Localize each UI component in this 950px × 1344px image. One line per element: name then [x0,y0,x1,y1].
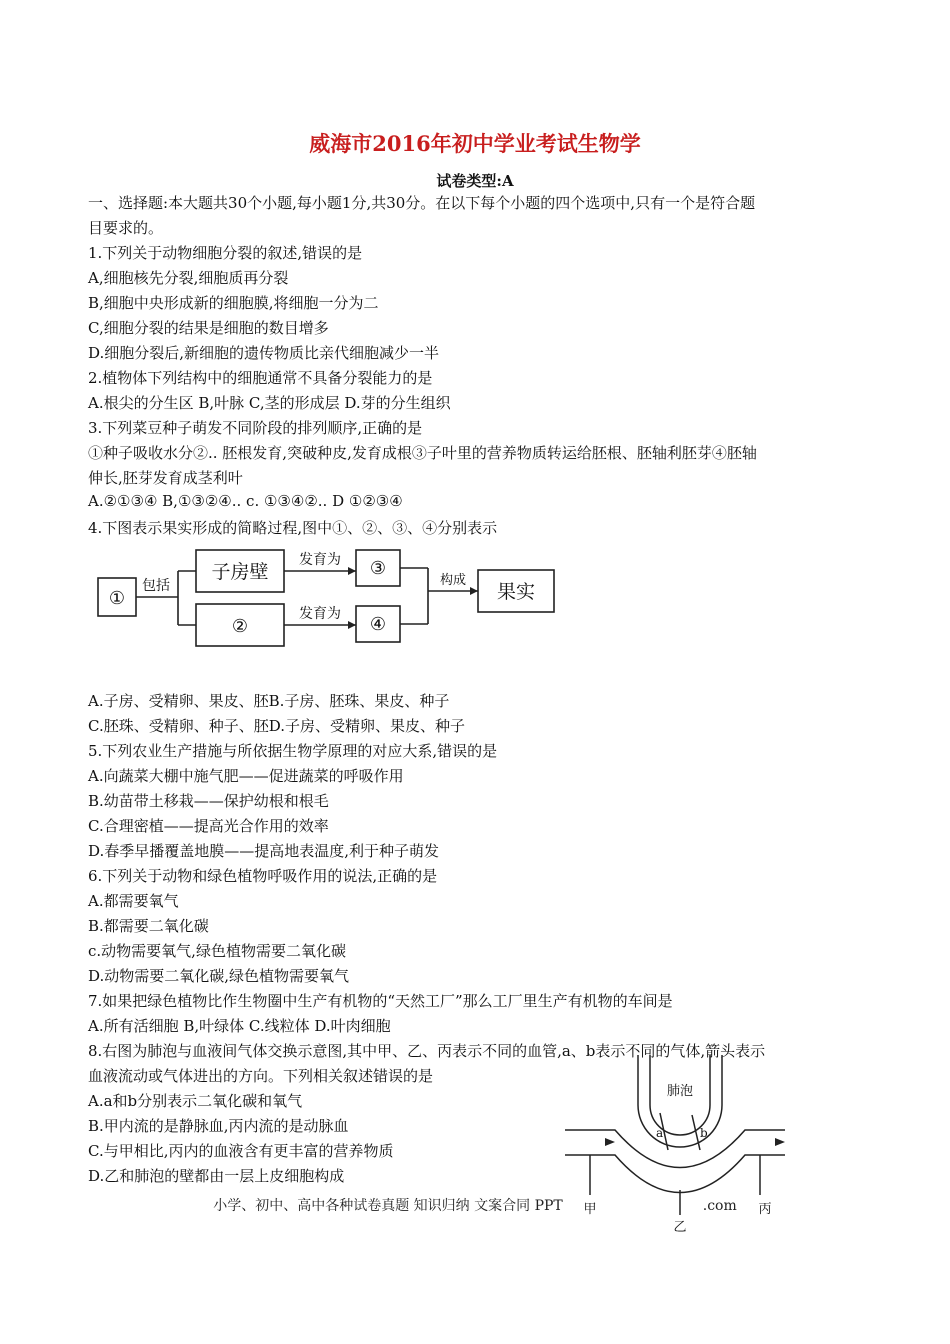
text-line: C.与甲相比,丙内的血液含有更丰富的营养物质 [88,1142,394,1160]
label-yi: 乙 [673,1220,687,1235]
text-line: c.动物需要氧气,绿色植物需要二氧化碳 [88,942,346,960]
text-line: D.春季早播覆盖地膜——提高地表温度,利于种子萌发 [88,842,440,860]
label-jia: 甲 [583,1202,597,1217]
text-line: C,细胞分裂的结果是细胞的数目增多 [88,319,329,337]
label-alveolus: 肺泡 [666,1084,694,1099]
text-line: 目要求的。 [88,219,164,237]
text-line: A.子房、受精卵、果皮、胚B.子房、胚珠、果皮、种子 [88,692,450,710]
text-line: A.向蔬菜大棚中施气肥——促进蔬菜的呼吸作用 [88,767,404,785]
page-title: 威海市2016年初中学业考试生物学 [309,131,641,156]
label-ovary-wall: 子房壁 [211,561,269,583]
footer-text: 小学、初中、高中各种试卷真题 知识归纳 文案合同 PPT [213,1198,563,1214]
text-line: A.②①③④ B,①③②④.. c. ①③④②.. D ①②③④ [88,492,403,510]
text-line: 伸长,胚芽发育成茎利叶 [88,469,243,487]
label-circle-2: ② [231,616,249,637]
text-line: B.都需要二氧化碳 [88,917,209,935]
label-circle-3: ③ [369,558,387,579]
text-line: A.都需要氧气 [88,892,179,910]
text-line: A.根尖的分生区 B,叶脉 C,茎的形成层 D.芽的分生组织 [88,394,451,412]
vessel-top [565,1130,785,1168]
text-line: D.细胞分裂后,新细胞的遗传物质比亲代细胞减少一半 [88,344,440,362]
label-a: a [656,1126,664,1140]
label-compose: 构成 [439,573,467,588]
text-line: A.a和b分别表示二氧化碳和氧气 [88,1092,303,1110]
label-b: b [700,1126,708,1140]
fruit-formation-diagram [88,540,588,660]
text-line: D.动物需要二氧化碳,绿色植物需要氧气 [88,967,350,985]
text-line: 4.下图表示果实形成的简略过程,图中①、②、③、④分别表示 [88,519,498,537]
text-line: C.合理密植——提高光合作用的效率 [88,817,329,835]
vessel-bottom [565,1155,785,1193]
text-line: B,细胞中央形成新的细胞膜,将细胞一分为二 [88,294,379,312]
text-line: B.甲内流的是静脉血,丙内流的是动脉血 [88,1117,349,1135]
text-line: 一、选择题:本大题共30个小题,每小题1分,共30分。在以下每个小题的四个选项中,只有一个是符合题 [88,194,756,212]
text-line: 2.植物体下列结构中的细胞通常不具备分裂能力的是 [88,369,433,387]
label-bing: 丙 [758,1202,772,1217]
text-line: ①种子吸收水分②.. 胚根发育,突破种皮,发育成根③子叶里的营养物质转运给胚根、胚轴利胚芽④胚轴 [88,444,757,462]
paper-type: 试卷类型:A [436,172,514,190]
text-line: 3.下列菜豆种子萌发不同阶段的排列顺序,正确的是 [88,419,423,437]
footer-tail: .com [702,1198,737,1214]
label-include: 包括 [142,578,170,594]
label-develop-1: 发育为 [299,552,341,568]
text-line: 6.下列关于动物和绿色植物呼吸作用的说法,正确的是 [88,867,438,885]
text-line: 血液流动或气体进出的方向。下列相关叙述错误的是 [88,1067,434,1085]
text-line: A.所有活细胞 B,叶绿体 C.线粒体 D.叶肉细胞 [88,1017,391,1035]
label-fruit: 果实 [496,581,536,603]
text-line: A,细胞核先分裂,细胞质再分裂 [88,269,289,287]
text-line: D.乙和肺泡的壁都由一层上皮细胞构成 [88,1167,345,1185]
text-line: 8.右图为肺泡与血液间气体交换示意图,其中甲、乙、丙表示不同的血管,a、b表示不同的气体,箭头表示 [88,1042,766,1060]
text-line: 7.如果把绿色植物比作生物圈中生产有机物的“天然工厂”那么工厂里生产有机物的车间是 [88,992,673,1010]
page-footer [0,1195,950,1215]
label-circle-4: ④ [369,614,387,635]
label-develop-2: 发育为 [299,606,341,622]
text-line: 1.下列关于动物细胞分裂的叙述,错误的是 [88,244,363,262]
label-circle-1: ① [108,588,126,609]
text-line: B.幼苗带土移栽——保护幼根和根毛 [88,792,329,810]
text-line: 5.下列农业生产措施与所依据生物学原理的对应大系,错误的是 [88,742,498,760]
text-line: C.胚珠、受精卵、种子、胚D.子房、受精卵、果皮、种子 [88,717,465,735]
